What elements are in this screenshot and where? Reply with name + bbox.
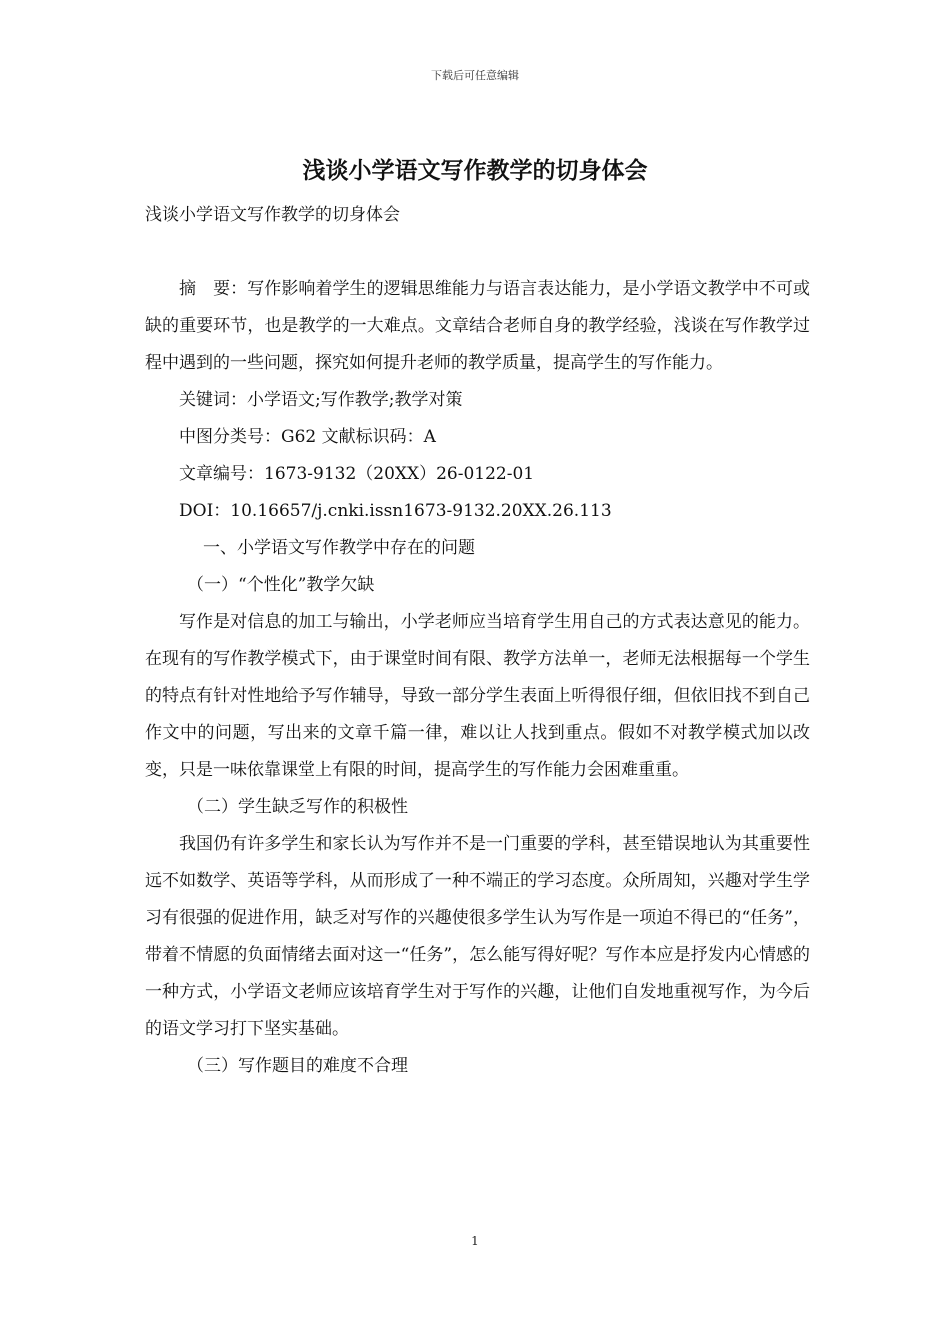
subsection-heading-2: （二）学生缺乏写作的积极性 [187, 797, 408, 817]
subsection-body-1: 写作是对信息的加工与输出，小学老师应当培育学生用自己的方式表达意见的能力。在现有的写作教学模式下，由于课堂时间有限、教学方法单一，老师无法根据每一个学生的特点有针对性地给予写作辅导，导致一部分学生表面上听得很仔细，但依旧找不到自己作文中的问题，写出来的文章千篇一律，难以让人找到重点。假如不对教学模式加以改变，只是一味依靠课堂上有限的时间，提高学生的写作能力会困难重重。 [145, 612, 810, 780]
abstract-paragraph: 摘 要：写作影响着学生的逻辑思维能力与语言表达能力，是小学语文教学中不可或缺的重要环节，也是教学的一大难点。文章结合老师自身的教学经验，浅谈在写作教学过程中遇到的一些问题，探究如何提升老师的教学质量，提高学生的写作能力。 [145, 279, 810, 373]
article-id-line: 文章编号：1673-9132（20XX）26-0122-01 [179, 464, 535, 484]
subsection-heading-3: （三）写作题目的难度不合理 [187, 1056, 408, 1076]
subsection-heading-1: （一）“个性化”教学欠缺 [187, 575, 375, 595]
document-subtitle: 浅谈小学语文写作教学的切身体会 [145, 205, 400, 225]
doi-line: DOI：10.16657/j.cnki.issn1673-9132.20XX.26.113 [179, 501, 612, 521]
document-body [145, 197, 810, 1085]
classification-line: 中图分类号：G62 文献标识码：A [179, 427, 436, 447]
keywords-line: 关键词：小学语文;写作教学;教学对策 [179, 390, 463, 410]
document-title: 浅谈小学语文写作教学的切身体会 [302, 157, 648, 184]
page-number: 1 [471, 1234, 479, 1248]
page-header-note: 下载后可任意编辑 [431, 69, 519, 82]
subsection-body-2: 我国仍有许多学生和家长认为写作并不是一门重要的学科，甚至错误地认为其重要性远不如数学、英语等学科，从而形成了一种不端正的学习态度。众所周知，兴趣对学生学习有很强的促进作用，缺乏对写作的兴趣使很多学生认为写作是一项迫不得已的“任务”，带着不情愿的负面情绪去面对这一“任务”，怎么能写得好呢？写作本应是抒发内心情感的一种方式，小学语文老师应该培育学生对于写作的兴趣，让他们自发地重视写作，为今后的语文学习打下坚实基础。 [145, 834, 810, 1039]
section-heading-1: 一、小学语文写作教学中存在的问题 [203, 538, 475, 558]
